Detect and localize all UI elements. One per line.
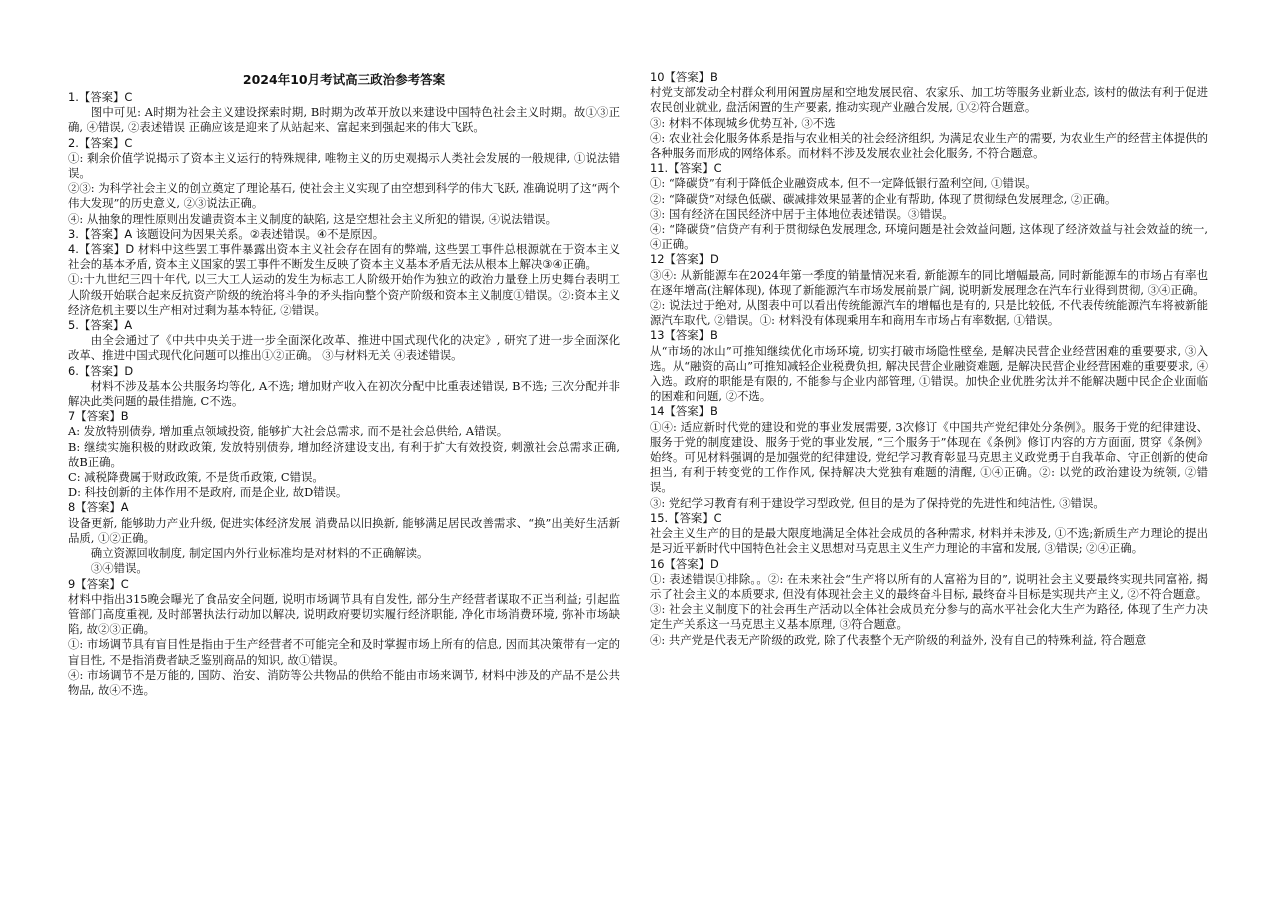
explanation-text: ④: 市场调节不是万能的, 国防、治安、消防等公共物品的供给不能由市场来调节, 材料中涉及的产品不是公共物品, 故④不选。: [68, 667, 620, 697]
explanation-text: ④: “降碳贷”信贷产有利于贯彻绿色发展理念, 环境问题是社会效益问题, 这体现了经济效益与社会效益的统一, ④正确。: [650, 222, 1208, 252]
explanation-text: 从“市场的冰山”可推知继续优化市场环境, 切实打破市场隐性壁垒, 是解决民营企业经营困难的重要要求, ③入选。从“融资的高山”可推知减轻企业税费负担, 解决民营企业融资难题, 是解决民营企业经营困难的重要要求, ④入选。政府的职能是有限的, 不能参与企业内部管理, ①错误。加快企业优胜劣汰并不能解决题中民企企业面临的困难和问题, ②不选。: [650, 343, 1208, 404]
explanation-text: ②: 说法过于绝对, 从图表中可以看出传统能源汽车的增幅也是有的, 只是比较低, 不代表传统能源汽车将被新能源汽车取代, ②错误。①: 材料没有体现乘用车和商用车市场占有率数据, ①错误。: [650, 298, 1208, 328]
answer-heading: 8【答案】A: [68, 500, 129, 515]
question-answer-block: [68, 409, 620, 500]
explanation-text: ②③: 为科学社会主义的创立奠定了理论基石, 使社会主义实现了由空想到科学的伟大飞跃, 准确说明了这“两个伟大发现”的历史意义, ②③说法正确。: [68, 181, 620, 211]
right-column: [650, 70, 1208, 648]
explanation-text: ③④错误。: [90, 561, 148, 576]
explanation-text: C: 减税降费属于财政政策, 不是货币政策, C错误。: [68, 470, 324, 485]
answer-heading: 5.【答案】A: [68, 318, 133, 333]
answer-heading: 11.【答案】C: [650, 161, 722, 176]
question-answer-block: [650, 161, 1208, 252]
explanation-text: 社会主义生产的目的是最大限度地满足全体社会成员的各种需求, 材料并未涉及, ①不选;新质生产力理论的提出是习近平新时代中国特色社会主义思想对马克思主义生产力理论的丰富和发展, ③错误; ②④正确。: [650, 526, 1208, 556]
explanation-text: 确立资源回收制度, 制定国内外行业标准均是对材料的不正确解读。: [90, 546, 429, 561]
explanation-text: ④: 农业社会化服务体系是指与农业相关的社会经济组织, 为满足农业生产的需要, 为农业生产的经营主体提供的各种服务而形成的网络体系。而材料不涉及发展农业社会化服务, 不符合题意。: [650, 130, 1208, 161]
left-column: [68, 72, 620, 698]
answer-heading: 13【答案】B: [650, 328, 718, 343]
question-answer-block: [68, 227, 620, 242]
explanation-text: A: 发放特别债券, 增加重点领域投资, 能够扩大社会总需求, 而不是社会总供给, A错误。: [68, 424, 509, 439]
question-answer-block: [650, 404, 1208, 510]
answer-heading: 10【答案】B: [650, 70, 718, 84]
explanation-text: B: 继续实施积极的财政政策, 发放特别债券, 增加经济建设支出, 有利于扩大有效投资, 刺激社会总需求正确, 故B正确。: [68, 439, 620, 469]
answer-heading: 4.【答案】D 材料中这些罢工事件暴露出资本主义社会存在固有的弊端, 这些罢工事件总根源就在于资本主义社会的基本矛盾, 资本主义国家的罢工事件不断发生反映了资本主义基本矛盾无法从根本上解决③④正确。: [68, 242, 620, 272]
answer-heading: 14【答案】B: [650, 404, 718, 419]
explanation-text: ③: 国有经济在国民经济中居于主体地位表述错误。③错误。: [650, 206, 954, 221]
document-title: 2024年10月考试高三政治参考答案: [242, 72, 446, 87]
explanation-text: ③: 社会主义制度下的社会再生产活动以全体社会成员充分参与的高水平社会化大生产为路径, 体现了生产力决定生产关系这一马克思主义基本原理, ③符合题意。: [650, 602, 1208, 632]
explanation-text: 材料不涉及基本公共服务均等化, A不选; 增加财产收入在初次分配中比重表述错误, B不选; 三次分配并非解决此类问题的最佳措施, C不选。: [68, 378, 620, 409]
answer-heading: 15.【答案】C: [650, 510, 722, 525]
explanation-text: ①④: 适应新时代党的建设和党的事业发展需要, 3次修订《中国共产党纪律处分条例》。服务于党的纪律建设、服务于党的制度建设、服务于党的事业发展, “三个服务于”体现在《条例》修订内容的方方面面, 贯穿《条例》始终。可见材料强调的是加强党的纪律建设, 党纪学习教育彰显马克思主义政党勇于自我革命、守正创新的使命担当, 有利于转变党的工作作风, 保持解决大党独有难题的清醒, ①④正确。②: 以党的政治建设为统领, ②错误。: [650, 419, 1208, 495]
explanation-text: ②: “降碳贷”对绿色低碳、碳减排效果显著的企业有帮助, 体现了贯彻绿色发展理念, ②正确。: [650, 191, 1117, 206]
question-answer-block: [68, 242, 620, 318]
explanation-text: 图中可见: A时期为社会主义建设探索时期, B时期为改革开放以来建设中国特色社会主义时期。故①③正确, ④错误, ②表述错误 正确应该是迎来了从站起来、富起来到强起来的伟大飞跃。: [68, 105, 620, 135]
question-answer-block: [68, 500, 620, 576]
explanation-text: ①: 剩余价值学说揭示了资本主义运行的特殊规律, 唯物主义的历史观揭示人类社会发展的一般规律, ①说法错误。: [68, 150, 620, 181]
explanation-text: ①: 表述错误①排除。。②: 在未来社会“生产将以所有的人富裕为目的”, 说明社会主义要最终实现共同富裕, 揭示了社会主义的本质要求, 但没有体现社会主义的最终奋斗目标, 最终奋斗目标是实现共产主义, ②不符合题意。: [650, 571, 1208, 601]
answer-heading: 16【答案】D: [650, 556, 719, 571]
question-answer-block: [68, 318, 620, 364]
explanation-text: ③: 党纪学习教育有利于建设学习型政党, 但目的是为了保持党的先进性和纯洁性, ③错误。: [650, 495, 1105, 510]
explanation-text: ③: 材料不体现城乡优势互补, ③不选: [650, 115, 836, 130]
explanation-text: ④: 从抽象的理性原则出发谴责资本主义制度的缺陷, 这是空想社会主义所犯的错误, ④说法错误。: [68, 211, 557, 226]
question-answer-block: [650, 328, 1208, 404]
explanation-text: ①: 市场调节具有盲目性是指由于生产经营者不可能完全和及时掌握市场上所有的信息, 因而其决策带有一定的盲目性, 不是指消费者缺乏鉴别商品的知识, 故①错误。: [68, 637, 620, 667]
explanation-text: D: 科技创新的主体作用不是政府, 而是企业, 故D错误。: [68, 485, 348, 500]
explanation-text: 设备更新, 能够助力产业升级, 促进实体经济发展 消费品以旧换新, 能够满足居民改善需求、“换”出美好生活新品质, ①②正确。: [68, 515, 620, 545]
answer-heading: 12【答案】D: [650, 252, 719, 267]
question-answer-block: [68, 364, 620, 410]
question-answer-block: [650, 70, 1208, 161]
question-answer-block: [68, 136, 620, 227]
explanation-text: ①: “降碳贷”有利于降低企业融资成本, 但不一定降低银行盈利空间, ①错误。: [650, 176, 1037, 191]
answer-heading: 2.【答案】C: [68, 135, 133, 150]
question-answer-block: [650, 511, 1208, 557]
explanation-text: ③④: 从新能源车在2024年第一季度的销量情况来看, 新能源车的同比增幅最高, 同时新能源车的市场占有率也在逐年增高(注解体现), 体现了新能源汽车市场发展前景广阔, 说明新发展理念在汽车行业得到贯彻, ③④正确。: [650, 267, 1208, 297]
explanation-text: ①:十九世纪三四十年代, 以三大工人运动的发生为标志工人阶级开始作为独立的政治力量登上历史舞台表明工人阶级开始联合起来反抗资产阶级的统治将斗争的矛头指向整个资产阶级和资本主义制度①错误。②:资本主义经济危机主要以生产相对过剩为基本特征, ②错误。: [68, 272, 620, 317]
question-answer-block: [68, 90, 620, 136]
answer-heading: 9【答案】C: [68, 576, 129, 591]
answer-heading: 7【答案】B: [68, 409, 129, 424]
explanation-text: 村党支部发动全村群众利用闲置房屋和空地发展民宿、农家乐、加工坊等服务业新业态, 该村的做法有利于促进农民创业就业, 盘活闲置的生产要素, 推动实现产业融合发展, ①②符合题意。: [650, 85, 1208, 115]
explanation-text: 由全会通过了《中共中央关于进一步全面深化改革、推进中国式现代化的决定》, 研究了进一步全面深化改革、推进中国式现代化问题可以推出①②正确。 ③与材料无关 ④表述错误。: [68, 333, 620, 363]
explanation-text: 材料中指出315晚会曝光了食品安全问题, 说明市场调节具有自发性, 部分生产经营者谋取不正当利益; 引起监管部门高度重视, 及时部署执法行动加以解决, 说明政府要切实履行经济职能, 净化市场消费环境, 弥补市场缺陷, 故②③正确。: [68, 591, 620, 637]
answer-heading: 6.【答案】D: [68, 363, 134, 378]
answer-heading: 3.【答案】A 该题设问为因果关系。②表述错误。④不是原因。: [68, 226, 385, 241]
question-answer-block: [68, 577, 620, 699]
question-answer-block: [650, 557, 1208, 648]
answer-heading: 1.【答案】C: [68, 90, 133, 104]
explanation-text: ④: 共产党是代表无产阶级的政党, 除了代表整个无产阶级的利益外, 没有自己的特殊利益, 符合题意: [650, 632, 1147, 647]
question-answer-block: [650, 252, 1208, 328]
